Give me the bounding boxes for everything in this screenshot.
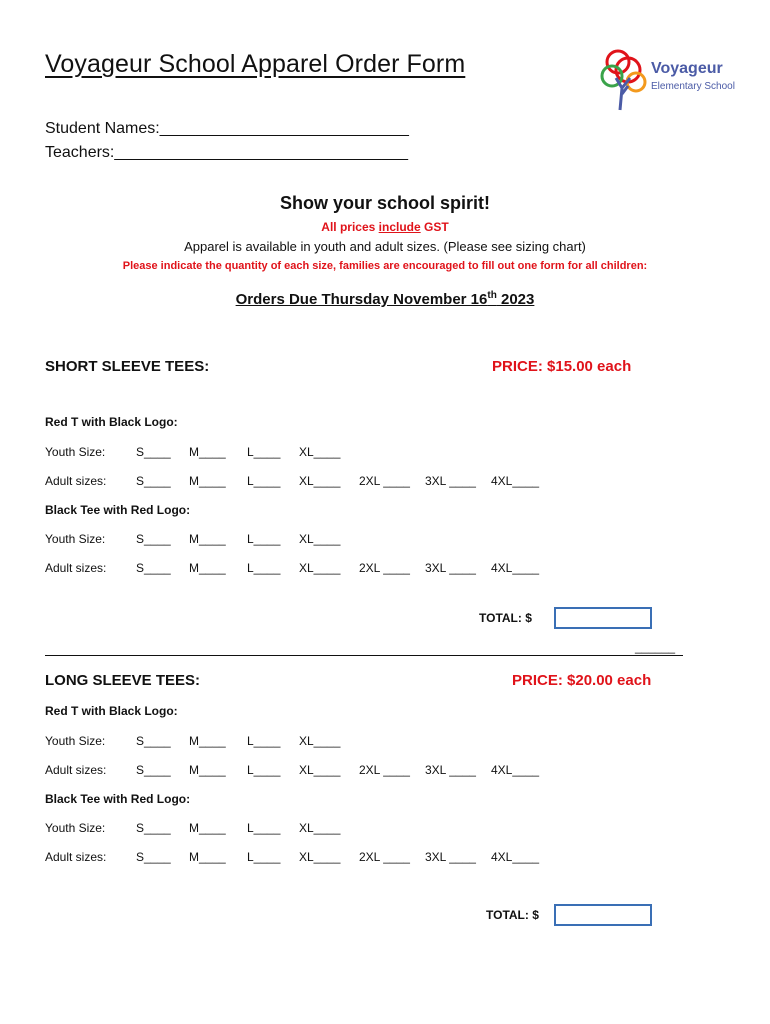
size-4xl[interactable]: 4XL____ [491, 850, 540, 864]
adult-size-row [45, 474, 745, 490]
availability-note: Apparel is available in youth and adult sizes. (Please see sizing chart) [184, 239, 586, 254]
group-label: Red T with Black Logo: [45, 704, 178, 718]
size-4xl[interactable]: 4XL____ [491, 561, 540, 575]
size-4xl[interactable]: 4XL____ [491, 474, 540, 488]
section-price: PRICE: $20.00 each [512, 672, 652, 689]
size-xl[interactable]: XL____ [299, 532, 341, 546]
gst-note-before: All prices [321, 220, 379, 234]
total-label: TOTAL: $ [486, 908, 539, 922]
size-s[interactable]: S____ [136, 821, 171, 835]
size-2xl[interactable]: 2XL ____ [359, 850, 410, 864]
tree-icon [598, 48, 654, 112]
logo-name: Voyageur [651, 60, 723, 77]
size-m[interactable]: M____ [189, 763, 226, 777]
adult-size-row [45, 763, 745, 779]
group-label: Black Tee with Red Logo: [45, 792, 191, 806]
size-row-label: Youth Size: [45, 821, 106, 835]
total-input[interactable] [554, 607, 652, 629]
gst-note [0, 220, 770, 234]
size-3xl[interactable]: 3XL ____ [425, 474, 476, 488]
size-2xl[interactable]: 2XL ____ [359, 763, 410, 777]
size-2xl[interactable]: 2XL ____ [359, 561, 410, 575]
section-divider [45, 655, 683, 656]
size-m[interactable]: M____ [189, 532, 226, 546]
size-xl[interactable]: XL____ [299, 474, 341, 488]
size-s[interactable]: S____ [136, 734, 171, 748]
school-spirit-heading: Show your school spirit! [279, 193, 490, 213]
teachers-field[interactable]: Teachers:_________________________________ [45, 144, 409, 161]
size-l[interactable]: L____ [247, 734, 281, 748]
size-xl[interactable]: XL____ [299, 445, 341, 459]
youth-size-row [45, 821, 745, 837]
size-xl[interactable]: XL____ [299, 850, 341, 864]
size-s[interactable]: S____ [136, 763, 171, 777]
size-xl[interactable]: XL____ [299, 763, 341, 777]
size-m[interactable]: M____ [189, 474, 226, 488]
size-l[interactable]: L____ [247, 474, 281, 488]
size-3xl[interactable]: 3XL ____ [425, 850, 476, 864]
student-names-field[interactable]: Student Names:____________________________ [45, 120, 409, 137]
section-title: SHORT SLEEVE TEES: [45, 358, 210, 375]
size-m[interactable]: M____ [189, 445, 226, 459]
size-l[interactable]: L____ [247, 532, 281, 546]
adult-size-row [45, 561, 745, 577]
size-s[interactable]: S____ [136, 445, 171, 459]
size-l[interactable]: L____ [247, 821, 281, 835]
group-label: Red T with Black Logo: [45, 415, 178, 429]
size-s[interactable]: S____ [136, 474, 171, 488]
size-m[interactable]: M____ [189, 561, 226, 575]
size-l[interactable]: L____ [247, 763, 281, 777]
logo-subtitle: Elementary School [651, 81, 735, 92]
total-label: TOTAL: $ [479, 611, 532, 625]
youth-size-row [45, 734, 745, 750]
size-xl[interactable]: XL____ [299, 734, 341, 748]
gst-note-after: GST [420, 220, 449, 234]
size-s[interactable]: S____ [136, 532, 171, 546]
size-row-label: Youth Size: [45, 445, 106, 459]
youth-size-row [45, 532, 745, 548]
orders-due-date [0, 290, 770, 308]
school-logo [598, 48, 735, 112]
size-row-label: Adult sizes: [45, 561, 107, 575]
total-input[interactable] [554, 904, 652, 926]
size-row-label: Youth Size: [45, 734, 106, 748]
due-text: Orders Due Thursday November 16 [235, 291, 488, 308]
size-xl[interactable]: XL____ [299, 561, 341, 575]
size-row-label: Adult sizes: [45, 850, 107, 864]
size-m[interactable]: M____ [189, 850, 226, 864]
size-3xl[interactable]: 3XL ____ [425, 561, 476, 575]
size-row-label: Adult sizes: [45, 474, 107, 488]
youth-size-row [45, 445, 745, 461]
size-row-label: Youth Size: [45, 532, 106, 546]
divider-tail: ______ [635, 640, 676, 654]
size-s[interactable]: S____ [136, 850, 171, 864]
adult-size-row [45, 850, 745, 866]
group-label: Black Tee with Red Logo: [45, 503, 191, 517]
form-title: Voyageur School Apparel Order Form [45, 50, 466, 78]
size-l[interactable]: L____ [247, 561, 281, 575]
size-l[interactable]: L____ [247, 445, 281, 459]
size-l[interactable]: L____ [247, 850, 281, 864]
due-sup: th [487, 290, 497, 301]
size-xl[interactable]: XL____ [299, 821, 341, 835]
size-m[interactable]: M____ [189, 821, 226, 835]
section-price: PRICE: $15.00 each [492, 358, 632, 375]
due-year: 2023 [496, 291, 535, 308]
quantity-instruction: Please indicate the quantity of each size, families are encouraged to fill out one form for all children: [122, 260, 648, 272]
size-3xl[interactable]: 3XL ____ [425, 763, 476, 777]
size-m[interactable]: M____ [189, 734, 226, 748]
section-title: LONG SLEEVE TEES: [45, 672, 201, 689]
size-4xl[interactable]: 4XL____ [491, 763, 540, 777]
gst-note-include: include [378, 220, 421, 234]
size-row-label: Adult sizes: [45, 763, 107, 777]
size-2xl[interactable]: 2XL ____ [359, 474, 410, 488]
size-s[interactable]: S____ [136, 561, 171, 575]
